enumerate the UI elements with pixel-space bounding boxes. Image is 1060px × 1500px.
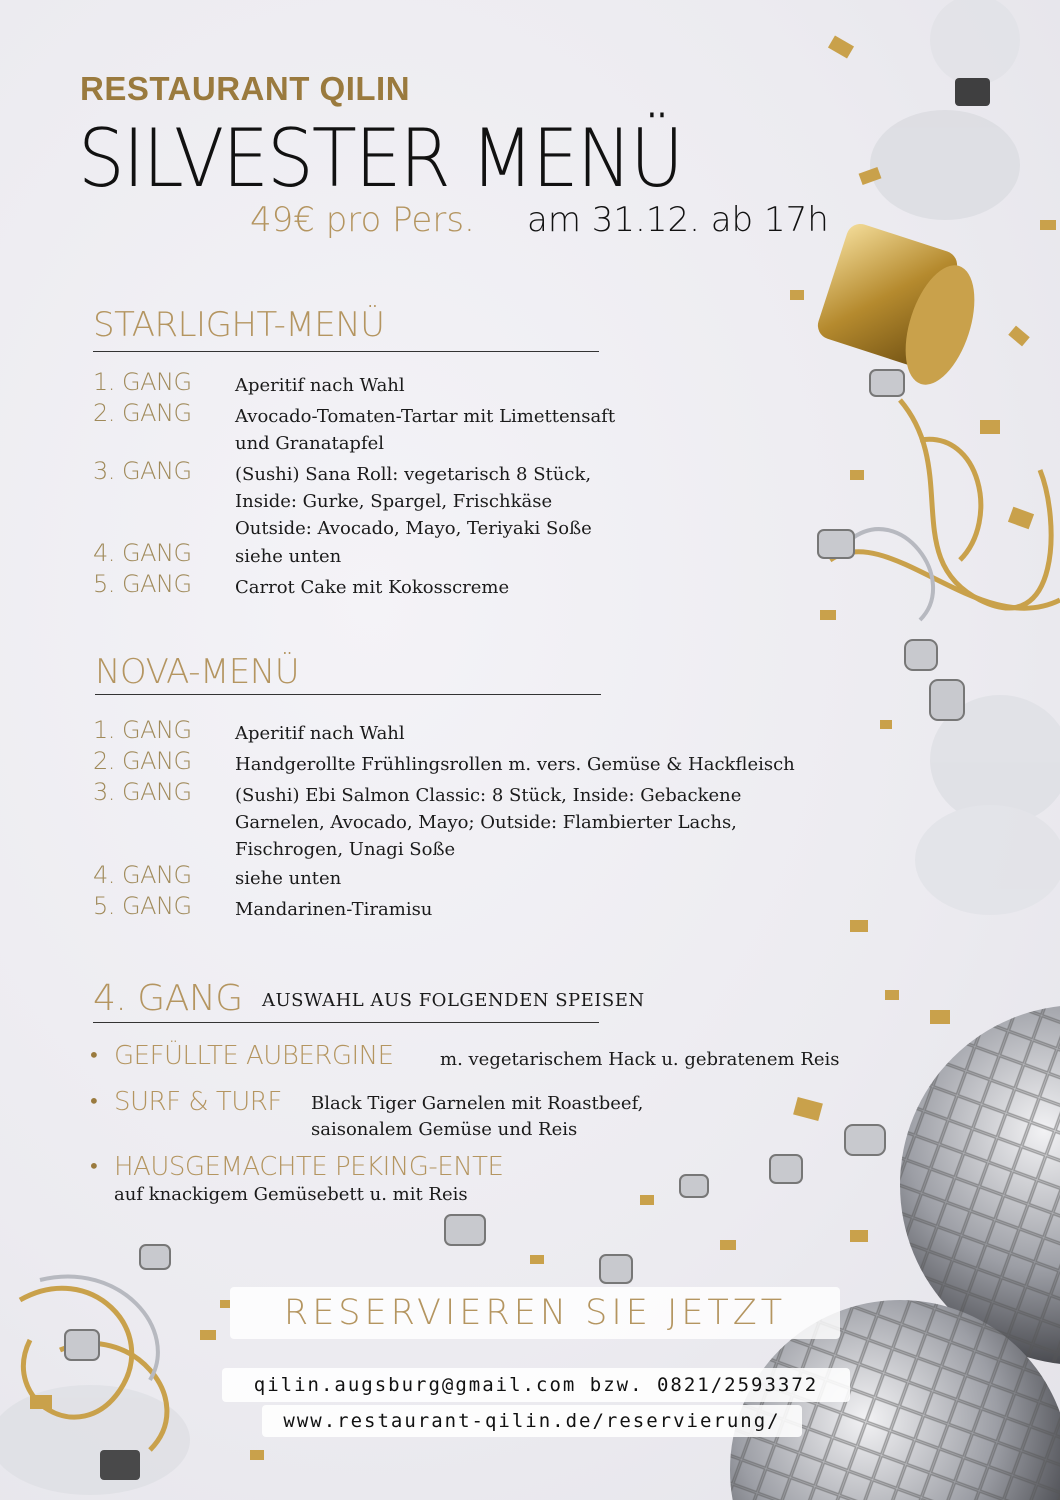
dish-name: SURF & TURF: [114, 1087, 282, 1117]
bullet-icon: •: [88, 1043, 100, 1067]
contact-info: qilin.augsburg@gmail.com bzw. 0821/2593372: [222, 1368, 850, 1402]
course-number: 5. GANG: [93, 892, 192, 920]
dish-name: GEFÜLLTE AUBERGINE: [114, 1041, 394, 1071]
dish-description: m. vegetarischem Hack u. gebratenem Reis: [440, 1049, 840, 1070]
course-description: Carrot Cake mit Kokosscreme: [235, 577, 510, 598]
starlight-menu-title: STARLIGHT-MENÜ: [93, 305, 385, 345]
starlight-divider: [93, 351, 599, 352]
course-number: 3. GANG: [93, 457, 192, 485]
course-description: Aperitif nach Wahl: [235, 375, 405, 396]
course-description: (Sushi) Ebi Salmon Classic: 8 Stück, Inside: Gebackene Garnelen, Avocado, Mayo; Outside: Flambierter Lachs, Fischrogen, Unagi Soße: [235, 785, 742, 860]
course-description: (Sushi) Sana Roll: vegetarisch 8 Stück, Inside: Gurke, Spargel, Frischkäse Outside: Avocado, Mayo, Teriyaki Soße: [235, 464, 592, 539]
course-number: 3. GANG: [93, 778, 192, 806]
nova-menu-title: NOVA-MENÜ: [95, 652, 300, 692]
fourth-divider: [93, 1022, 599, 1023]
course-number: 1. GANG: [93, 716, 192, 744]
course-number: 4. GANG: [93, 861, 192, 889]
tulle-bow-bottom-left: [0, 1385, 190, 1495]
course-description: Avocado-Tomaten-Tartar mit Limettensaft und Granatapfel: [235, 406, 616, 454]
page-title: SILVESTER MENÜ: [78, 112, 683, 205]
restaurant-name: RESTAURANT QILIN: [80, 70, 411, 107]
tulle-bow-top: [870, 0, 1020, 220]
course-description: siehe unten: [235, 546, 342, 567]
nova-divider: [95, 694, 601, 695]
fourth-course-subtitle: AUSWAHL AUS FOLGENDEN SPEISEN: [262, 990, 645, 1011]
course-number: 5. GANG: [93, 570, 192, 598]
gold-ribbon-spool: [814, 220, 987, 393]
dish-name: HAUSGEMACHTE PEKING-ENTE: [114, 1152, 504, 1182]
tulle-bow-middle: [915, 695, 1060, 915]
event-date: am 31.12. ab 17h: [527, 200, 829, 240]
website-link[interactable]: www.restaurant-qilin.de/reservierung/: [262, 1405, 802, 1437]
course-description: Handgerollte Frühlingsrollen m. vers. Gemüse & Hackfleisch: [235, 754, 795, 775]
fourth-course-title: 4. GANG: [93, 978, 243, 1019]
course-description: Mandarinen-Tiramisu: [235, 899, 433, 920]
course-description: Aperitif nach Wahl: [235, 723, 405, 744]
bullet-icon: •: [88, 1154, 100, 1178]
course-number: 2. GANG: [93, 747, 192, 775]
course-number: 4. GANG: [93, 539, 192, 567]
price: 49€ pro Pers.: [250, 200, 475, 240]
bullet-icon: •: [88, 1089, 100, 1113]
course-number: 1. GANG: [93, 368, 192, 396]
course-number: 2. GANG: [93, 399, 192, 427]
reserve-banner: RESERVIEREN SIE JETZT: [230, 1287, 840, 1339]
dish-description: auf knackigem Gemüsebett u. mit Reis: [114, 1184, 468, 1205]
dish-description: Black Tiger Garnelen mit Roastbeef, saisonalem Gemüse und Reis: [311, 1093, 644, 1140]
course-description: siehe unten: [235, 868, 342, 889]
